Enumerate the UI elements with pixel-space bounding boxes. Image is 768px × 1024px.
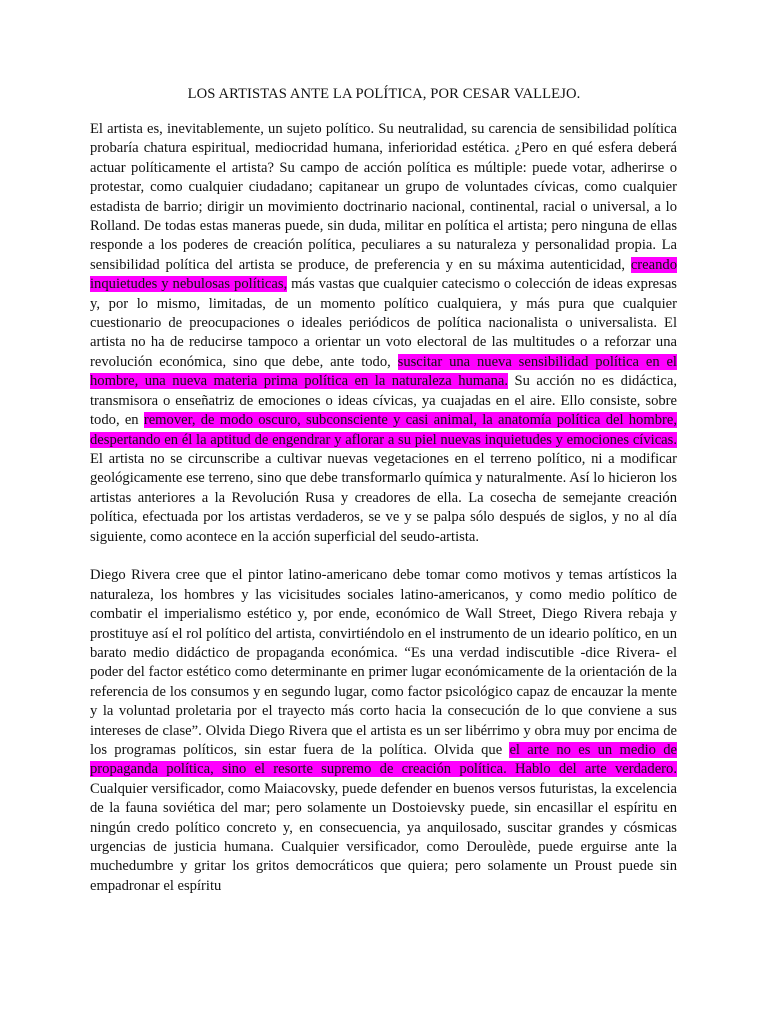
highlighted-text: remover, de modo oscuro, subconsciente y casi animal, la anatomía política del hombre, despertando en él la aptitud de engendrar y aflorar a su piel nuevas inquietudes y emociones cívicas. xyxy=(90,412,677,448)
text-run: más vastas que cualquier catecismo o colección de ideas expresas y, por lo mismo, limitadas, de un momento político cualquiera, y más pura que cualquier cuestionario de preocupaciones o ideales periódicos de política nacionalista o universalista. El artista no ha de reducirse tampoco a orientar un voto electoral de las multitudes o a reforzar una revolución económica, sino que debe, ante todo, xyxy=(90,276,677,370)
document-body xyxy=(90,120,677,916)
text-run: Cualquier versificador, como Maiacovsky, puede defender en buenos versos futuristas, la excelencia de la fauna soviética del mar; pero solamente un Dostoievsky puede, sin encasillar el espíritu en ningún credo político concreto y, en consecuencia, ya anquilosado, suscitar grandes y cósmicas urgencias de justicia humana. Cualquier versificador, como Deroulède, puede erguirse ante la muchedumbre y gritar los gritos democráticos que quiera; pero solamente un Proust puede sin empadronar el espíritu xyxy=(90,780,677,894)
paragraph-2 xyxy=(90,566,677,896)
document-title: LOS ARTISTAS ANTE LA POLÍTICA, POR CESAR VALLEJO. xyxy=(187,86,581,102)
text-run: El artista es, inevitablemente, un sujeto político. Su neutralidad, su carencia de sensibilidad política probaría chatura espiritual, mediocridad humana, inferioridad estética. ¿Pero en qué esfera deberá actuar políticamente el artista? Su campo de acción política es múltiple: puede votar, adherirse o protestar, como cualquier ciudadano; capitanear un grupo de voluntades cívicas, como cualquier estadista de barrio; dirigir un movimiento doctrinario nacional, continental, racial o universal, a lo Rolland. De todas estas maneras puede, sin duda, militar en política el artista; pero ninguna de ellas responde a los poderes de creación política, peculiares a su naturaleza y personalidad propia. La sensibilidad política del artista se produce, de preferencia y en su máxima autenticidad, xyxy=(90,121,677,273)
text-run: Su acción no es didáctica, transmisora o enseñatriz de emociones o ideas cívicas, ya cuajadas en el aire. Ello consiste, sobre todo, en xyxy=(90,373,677,429)
text-run: El artista no se circunscribe a cultivar nuevas vegetaciones en el terreno político, ni a modificar geológicamente ese terreno, sino que debe transformarlo química y naturalmente. Así lo hicieron los artistas anteriores a la Revolución Rusa y creadores de ella. La cosecha de semejante creación política, efectuada por los artistas verdaderos, se ve y se palpa sólo después de siglos, y no al día siguiente, como acontece en la acción superficial del seudo-artista. xyxy=(90,450,677,545)
highlighted-text: el arte no es un medio de propaganda política, sino el resorte supremo de creación política. Hablo del arte verdadero. xyxy=(90,741,677,778)
highlighted-text: creando inquietudes y nebulosas políticas, xyxy=(90,256,677,293)
highlighted-text: suscitar una nueva sensibilidad política en el hombre, una nueva materia prima política en la naturaleza humana. xyxy=(90,353,677,390)
paragraph-1 xyxy=(90,120,677,547)
text-run: Diego Rivera cree que el pintor latino-americano debe tomar como motivos y temas artísticos la naturaleza, los hombres y las vicisitudes sociales latino-americanos, y como medio político de combatir el imperialismo estético y, por ende, económico de Wall Street, Diego Rivera rebaja y prostituye así el rol político del artista, convirtiéndolo en el instrumento de un ideario político, en un barato medio didáctico de propaganda económica. “Es una verdad indiscutible -dice Rivera- el poder del factor estético como determinante en primer lugar económicamente de la orientación de la referencia de los consumos y en segundo lugar, como factor psicológico capaz de encauzar la mente y la voluntad proletaria por el trayecto más corto hacia la consecución de lo que conviene a sus intereses de clase”. Olvida Diego Rivera que el artista es un ser libérrimo y obra muy por encima de los programas políticos, sin estar fuera de la política. Olvida que xyxy=(90,567,677,758)
